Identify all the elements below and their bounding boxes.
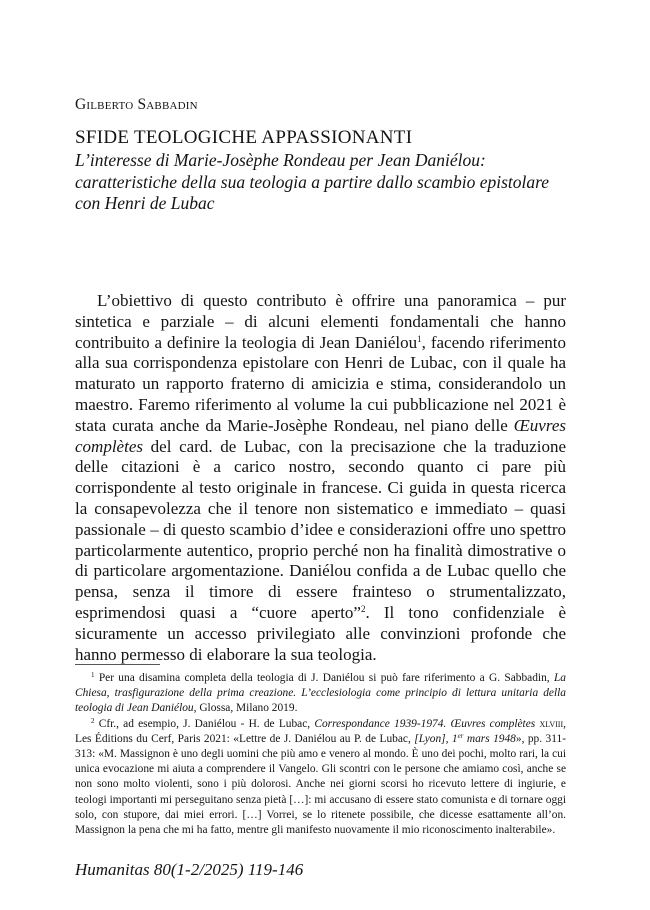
footnote-italic: mars 1948 — [463, 732, 516, 745]
footnote-1 — [75, 671, 566, 717]
article-subtitle: L’interesse di Marie-Josèphe Rondeau per Jean Daniélou: caratteristiche della sua teologia a partire dallo scambio epistolare con Henri de Lubac — [75, 150, 550, 213]
footnote-mark-1: 1 — [91, 671, 95, 679]
footnote-text: Cfr., ad esempio, J. Daniélou - H. de Lubac, — [98, 717, 315, 730]
footnote-ref-1[interactable]: 1 — [417, 333, 422, 344]
body-italic-title: Œuvres complètes — [75, 415, 566, 456]
footnote-italic: Correspondance 1939-1974. Œuvres complètes — [314, 717, 536, 730]
footnote-text: , Glossa, Milano 2019. — [193, 702, 298, 715]
author-name: Gilberto Sabbadin — [75, 96, 198, 113]
footnote-separator — [75, 664, 160, 665]
body-text: . Il tono confidenziale è sicuramente un accesso privilegiato alle convinzioni profonde che hanno permesso di elaborare la sua teologia. — [75, 602, 566, 664]
article-title: SFIDE TEOLOGICHE APPASSIONANTI — [75, 127, 413, 148]
footnote-ref-2[interactable]: 2 — [360, 603, 366, 614]
body-text: , facendo riferimento alla sua corrispondenza epistolare con Henri de Lubac, con il quale ha maturato un rapporto fraterno di amicizia e stima, considerandolo un maestro. Faremo riferimento al volume la cui pubblicazione nel 2021 è stata curata anche da Marie-Josèphe Rondeau, nel piano delle — [75, 332, 567, 435]
body-text: del card. de Lubac, con la precisazione che la traduzione delle citazioni è a carico nostro, secondo quanto ci pare più corrispondente al testo originale in francese. Ci guida in questa ricerca la consapevolezza che il tenore non sistematico e immediato – quasi passionale – di questo scambio d’idee e considerazioni offre uno spettro particolarmente autentico, proprio perché non ha finalità dimostrative o di particolare argomentazione. Daniélou confida a de Lubac quello che pensa, senza il timore di essere frainteso o strumentalizzato, esprimendosi quasi a “cuore aperto” — [75, 436, 566, 622]
journal-citation: Humanitas 80(1-2/2025) 119-146 — [75, 860, 304, 879]
footnote-italic: La Chiesa, trasfigurazione della prima creazione. L’ecclesiologia come principio di lettura unitaria della teologia di Jean Daniélou — [75, 672, 566, 715]
body-text: L’obiettivo di questo contributo è offrire una panoramica – pur sintetica e parziale – di alcuni elementi fondamentali che hanno contribuito a definire la teologia di Jean Daniélou — [75, 291, 566, 352]
footnote-mark-2: 2 — [91, 716, 95, 725]
footnotes — [75, 671, 566, 838]
body-paragraph — [75, 291, 566, 665]
ordinal-suffix: er — [457, 731, 464, 740]
article-body — [75, 291, 566, 665]
footnote-2 — [75, 717, 566, 839]
footnote-text: Per una disamina completa della teologia di J. Daniélou si può fare riferimento a G. Sabbadin, — [98, 672, 554, 684]
footnote-italic: [Lyon], 1 — [414, 732, 458, 745]
footnote-text: , Les Éditions du Cerf, Paris 2021: «Lettre de J. Daniélou au P. de Lubac, — [75, 717, 566, 745]
volume-number: xlviii — [539, 717, 564, 730]
footnote-text: », pp. 311-313: «M. Massignon è uno degli uomini che più amo e venero al mondo. È uno dei pochi, molto rari, la cui unica evocazione mi aiuta a comprendere il Vangelo. Gli scontri con le persone che amiamo così, anche se non sono molto violenti, sono i più dolorosi. Anche nei giorni scorsi ho ricevuto lettere di ingiurie, e teologi importanti mi perseguitano senza pietà […]: mi accusano di essere stato comunista e di tornare oggi solo, con stupore, dai miei errori. […] Vorrei, se lo ritenete possibile, che dicesse esattamente all’on. Massignon la pena che mi ha fatto, mentre gli manifesto nuovamente il mio riconoscimento inalterabile». — [75, 732, 567, 837]
